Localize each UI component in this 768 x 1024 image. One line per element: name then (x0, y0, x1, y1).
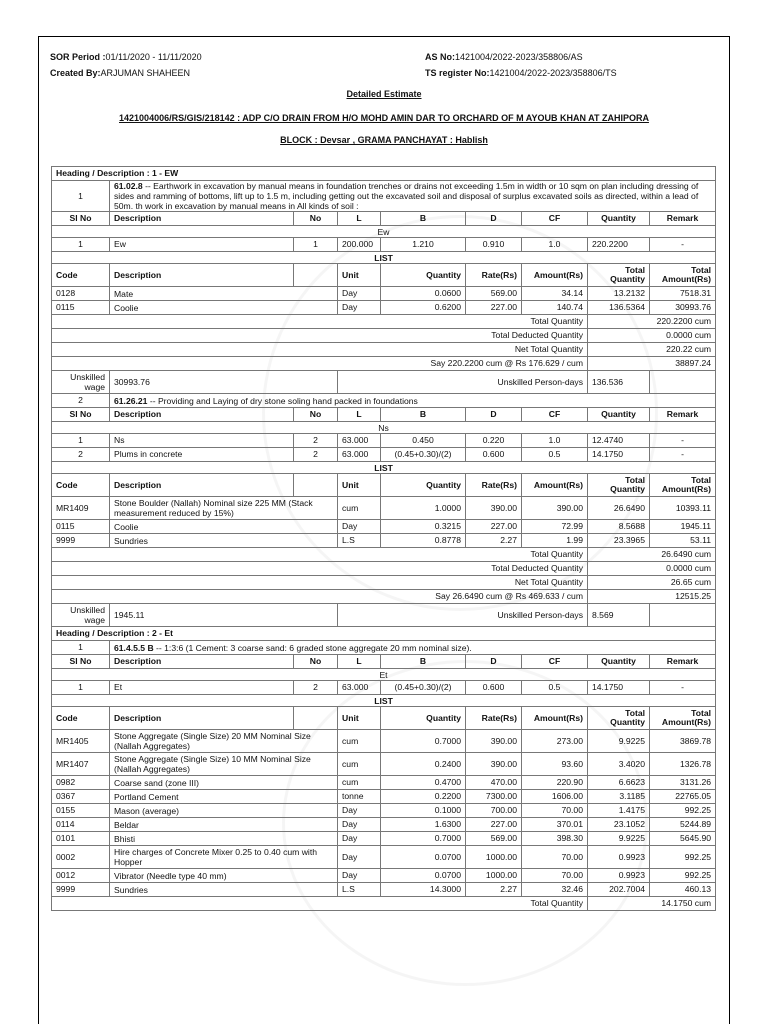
total-quantity-label: Total Quantity (52, 315, 588, 329)
col-quantity: Quantity (588, 655, 650, 669)
unskilled-wage-value: 30993.76 (110, 371, 338, 394)
resource-row (52, 534, 716, 548)
total-amount: 992.25 (650, 869, 716, 883)
rate: 7300.00 (466, 790, 522, 804)
total-quantity: 0.9923 (588, 846, 650, 869)
amount: 370.01 (522, 818, 588, 832)
resource-row (52, 846, 716, 869)
description: Ns (110, 434, 294, 448)
unit: Day (338, 818, 381, 832)
amount: 140.74 (522, 301, 588, 315)
item-number: 2 (52, 394, 110, 408)
col-unit: Unit (338, 264, 381, 287)
ts-register-number: TS register No:1421004/2022-2023/358806/TS (425, 68, 617, 78)
amount: 273.00 (522, 730, 588, 753)
total-amount: 992.25 (650, 804, 716, 818)
net-total-value: 220.22 cum (588, 343, 716, 357)
depth: 0.600 (466, 448, 522, 462)
no: 2 (294, 434, 338, 448)
col-description: Description (110, 655, 294, 669)
empty-cell (650, 604, 716, 627)
unit: Day (338, 804, 381, 818)
amount: 93.60 (522, 753, 588, 776)
resource-description: Mason (average) (110, 804, 338, 818)
estimate-page (38, 36, 730, 1024)
breadth: (0.45+0.30)/(2) (381, 681, 466, 695)
col-no: No (294, 408, 338, 422)
unit: Day (338, 520, 381, 534)
resource-row (52, 869, 716, 883)
total-amount: 3131.26 (650, 776, 716, 790)
col-quantity: Quantity (381, 707, 466, 730)
item-specification (110, 394, 716, 408)
cf: 0.5 (522, 681, 588, 695)
rate: 227.00 (466, 818, 522, 832)
col-amount: Amount(Rs) (522, 707, 588, 730)
quantity: 0.0600 (381, 287, 466, 301)
unit: L.S (338, 883, 381, 897)
quantity: 12.4740 (588, 434, 650, 448)
col-remark: Remark (650, 408, 716, 422)
total-quantity: 23.1052 (588, 818, 650, 832)
resource-code: 0115 (52, 301, 110, 315)
resource-description: Coolie (110, 301, 338, 315)
empty-cell (294, 474, 338, 497)
unskilled-wage-label: Unskilled wage (52, 604, 110, 627)
resource-description: Coolie (110, 520, 338, 534)
rate: 227.00 (466, 301, 522, 315)
cf: 0.5 (522, 448, 588, 462)
quantity: 0.2200 (381, 790, 466, 804)
total-amount: 10393.11 (650, 497, 716, 520)
col-total-quantity: Total Quantity (588, 264, 650, 287)
quantity: 0.2400 (381, 753, 466, 776)
depth: 0.910 (466, 238, 522, 252)
resource-row (52, 818, 716, 832)
item-description: -- Earthwork in excavation by manual means in foundation trenches or drains not exceeding 1.5m in width or 10 sqm on plan including dressing of sides and ramming of bottoms, lift up to 1.5 m, including getting out the excavated soil and disposal of surplus excavated soils as directed, within a lead of 50m. th work in excavation by manual means in All kinds of soil : (114, 181, 699, 211)
total-quantity: 9.9225 (588, 832, 650, 846)
resource-code: 0367 (52, 790, 110, 804)
rate: 1000.00 (466, 846, 522, 869)
empty-cell (294, 707, 338, 730)
col-sl-no: Sl No (52, 212, 110, 226)
item-specification (110, 641, 716, 655)
total-quantity: 1.4175 (588, 804, 650, 818)
total-quantity: 202.7004 (588, 883, 650, 897)
rate-statement: Say 220.2200 cum @ Rs 176.629 / cum (52, 357, 588, 371)
resource-description: Sundries (110, 534, 338, 548)
rate-statement: Say 26.6490 cum @ Rs 469.633 / cum (52, 590, 588, 604)
rate: 2.27 (466, 883, 522, 897)
quantity: 0.0700 (381, 869, 466, 883)
col-unit: Unit (338, 707, 381, 730)
col-d: D (466, 655, 522, 669)
amount: 1.99 (522, 534, 588, 548)
resource-description: Portland Cement (110, 790, 338, 804)
total-quantity: 8.5688 (588, 520, 650, 534)
unit: cum (338, 776, 381, 790)
col-remark: Remark (650, 655, 716, 669)
description: Et (110, 681, 294, 695)
cf: 1.0 (522, 434, 588, 448)
length: 200.000 (338, 238, 381, 252)
resource-code: 0982 (52, 776, 110, 790)
amount: 32.46 (522, 883, 588, 897)
total-amount: 5645.90 (650, 832, 716, 846)
total-deducted-value: 0.0000 cum (588, 329, 716, 343)
amount: 34.14 (522, 287, 588, 301)
amount: 398.30 (522, 832, 588, 846)
breadth: 1.210 (381, 238, 466, 252)
empty-cell (650, 371, 716, 394)
resource-row (52, 497, 716, 520)
rate: 390.00 (466, 497, 522, 520)
col-quantity: Quantity (381, 264, 466, 287)
quantity: 0.6200 (381, 301, 466, 315)
col-code: Code (52, 474, 110, 497)
total-quantity: 3.1185 (588, 790, 650, 804)
rate: 700.00 (466, 804, 522, 818)
unit: tonne (338, 790, 381, 804)
length: 63.000 (338, 681, 381, 695)
cf: 1.0 (522, 238, 588, 252)
col-total-amount: Total Amount(Rs) (650, 474, 716, 497)
resource-row (52, 730, 716, 753)
total-amount: 53.11 (650, 534, 716, 548)
resource-description: Bhisti (110, 832, 338, 846)
measurement-group: Et (52, 669, 716, 681)
unskilled-days-value: 136.536 (588, 371, 650, 394)
list-label: LIST (52, 252, 716, 264)
remark: - (650, 434, 716, 448)
total-quantity-value: 220.2200 cum (588, 315, 716, 329)
resource-row (52, 301, 716, 315)
remark: - (650, 448, 716, 462)
total-quantity: 26.6490 (588, 497, 650, 520)
measurement-group: Ns (52, 422, 716, 434)
unskilled-days-value: 8.569 (588, 604, 650, 627)
rate: 227.00 (466, 520, 522, 534)
resource-description: Stone Aggregate (Single Size) 10 MM Nominal Size (Nallah Aggregates) (110, 753, 338, 776)
total-amount: 992.25 (650, 846, 716, 869)
col-description: Description (110, 474, 294, 497)
remark: - (650, 681, 716, 695)
work-title: 1421004006/RS/GIS/218142 : ADP C/O DRAIN FROM H/O MOHD AMIN DAR TO ORCHARD OF M AYOUB KHAN AT ZAHIPORA (119, 113, 649, 123)
unskilled-days-label: Unskilled Person-days (338, 604, 588, 627)
total-quantity: 9.9225 (588, 730, 650, 753)
resource-description: Vibrator (Needle type 40 mm) (110, 869, 338, 883)
col-rate: Rate(Rs) (466, 474, 522, 497)
quantity: 0.4700 (381, 776, 466, 790)
item-code: 61.26.21 (114, 395, 148, 406)
no: 2 (294, 681, 338, 695)
list-label: LIST (52, 462, 716, 474)
rate: 569.00 (466, 832, 522, 846)
col-d: D (466, 408, 522, 422)
resource-row (52, 804, 716, 818)
description: Ew (110, 238, 294, 252)
unit: Day (338, 846, 381, 869)
resource-code: MR1405 (52, 730, 110, 753)
resource-row (52, 883, 716, 897)
resource-code: 0012 (52, 869, 110, 883)
net-total-label: Net Total Quantity (52, 343, 588, 357)
resource-description: Beldar (110, 818, 338, 832)
col-amount: Amount(Rs) (522, 474, 588, 497)
quantity: 0.3215 (381, 520, 466, 534)
rate-amount: 38897.24 (588, 357, 716, 371)
resource-code: MR1407 (52, 753, 110, 776)
unit: cum (338, 730, 381, 753)
resource-code: 0155 (52, 804, 110, 818)
quantity: 0.7000 (381, 730, 466, 753)
col-b: B (381, 212, 466, 226)
rate: 390.00 (466, 730, 522, 753)
unskilled-wage-value: 1945.11 (110, 604, 338, 627)
col-quantity: Quantity (588, 408, 650, 422)
unit: Day (338, 832, 381, 846)
total-amount: 7518.31 (650, 287, 716, 301)
resource-row (52, 776, 716, 790)
total-quantity: 0.9923 (588, 869, 650, 883)
col-rate: Rate(Rs) (466, 264, 522, 287)
total-amount: 3869.78 (650, 730, 716, 753)
total-amount: 460.13 (650, 883, 716, 897)
col-no: No (294, 655, 338, 669)
col-total-amount: Total Amount(Rs) (650, 707, 716, 730)
col-no: No (294, 212, 338, 226)
item-code: 61.4.5.5 B (114, 642, 154, 653)
unskilled-days-label: Unskilled Person-days (338, 371, 588, 394)
resource-row (52, 790, 716, 804)
remark: - (650, 238, 716, 252)
amount: 1606.00 (522, 790, 588, 804)
total-deducted-label: Total Deducted Quantity (52, 329, 588, 343)
unit: Day (338, 869, 381, 883)
quantity: 14.1750 (588, 681, 650, 695)
unit: Day (338, 287, 381, 301)
amount: 70.00 (522, 846, 588, 869)
resource-code: 0002 (52, 846, 110, 869)
resource-row (52, 520, 716, 534)
quantity: 220.2200 (588, 238, 650, 252)
measurement-row (52, 238, 716, 252)
quantity: 0.0700 (381, 846, 466, 869)
col-remark: Remark (650, 212, 716, 226)
item-specification (110, 181, 716, 212)
amount: 220.90 (522, 776, 588, 790)
total-amount: 1326.78 (650, 753, 716, 776)
resource-row (52, 287, 716, 301)
sl-no: 1 (52, 238, 110, 252)
resource-code: 9999 (52, 883, 110, 897)
resource-row (52, 753, 716, 776)
measurement-row (52, 448, 716, 462)
sl-no: 2 (52, 448, 110, 462)
no: 2 (294, 448, 338, 462)
total-quantity: 136.5364 (588, 301, 650, 315)
rate: 1000.00 (466, 869, 522, 883)
col-total-quantity: Total Quantity (588, 707, 650, 730)
list-label: LIST (52, 695, 716, 707)
total-quantity-label: Total Quantity (52, 548, 588, 562)
length: 63.000 (338, 434, 381, 448)
breadth: (0.45+0.30)/(2) (381, 448, 466, 462)
total-quantity: 23.3965 (588, 534, 650, 548)
depth: 0.600 (466, 681, 522, 695)
resource-description: Stone Aggregate (Single Size) 20 MM Nominal Size (Nallah Aggregates) (110, 730, 338, 753)
unit: Day (338, 301, 381, 315)
col-description: Description (110, 264, 294, 287)
col-cf: CF (522, 408, 588, 422)
item-description: -- Providing and Laying of dry stone soling hand packed in foundations (147, 395, 418, 406)
total-amount: 22765.05 (650, 790, 716, 804)
col-l: L (338, 655, 381, 669)
depth: 0.220 (466, 434, 522, 448)
total-quantity: 6.6623 (588, 776, 650, 790)
section-heading: Heading / Description : 1 - EW (52, 167, 716, 181)
amount: 72.99 (522, 520, 588, 534)
item-code: 61.02.8 (114, 181, 143, 191)
resource-code: 0115 (52, 520, 110, 534)
col-quantity: Quantity (381, 474, 466, 497)
resource-code: 9999 (52, 534, 110, 548)
net-total-label: Net Total Quantity (52, 576, 588, 590)
rate: 470.00 (466, 776, 522, 790)
resource-description: Stone Boulder (Nallah) Nominal size 225 MM (Stack measurement reduced by 15%) (110, 497, 338, 520)
amount: 390.00 (522, 497, 588, 520)
block-info: BLOCK : Devsar , GRAMA PANCHAYAT : Hablish (280, 135, 488, 145)
resource-code: 0114 (52, 818, 110, 832)
as-number: AS No:1421004/2022-2023/358806/AS (425, 52, 583, 62)
resource-description: Sundries (110, 883, 338, 897)
col-total-quantity: Total Quantity (588, 474, 650, 497)
resource-description: Mate (110, 287, 338, 301)
sor-period: SOR Period :01/11/2020 - 11/11/2020 (50, 52, 202, 62)
col-unit: Unit (338, 474, 381, 497)
col-b: B (381, 408, 466, 422)
col-code: Code (52, 707, 110, 730)
col-rate: Rate(Rs) (466, 707, 522, 730)
resource-code: 0101 (52, 832, 110, 846)
total-quantity-value: 26.6490 cum (588, 548, 716, 562)
page-title: Detailed Estimate (346, 89, 422, 99)
total-quantity-value: 14.1750 cum (588, 897, 716, 911)
col-description: Description (110, 707, 294, 730)
resource-code: MR1409 (52, 497, 110, 520)
length: 63.000 (338, 448, 381, 462)
col-sl-no: Sl No (52, 655, 110, 669)
quantity: 14.3000 (381, 883, 466, 897)
col-quantity: Quantity (588, 212, 650, 226)
col-cf: CF (522, 212, 588, 226)
total-deducted-label: Total Deducted Quantity (52, 562, 588, 576)
quantity: 14.1750 (588, 448, 650, 462)
total-quantity-label: Total Quantity (52, 897, 588, 911)
estimate-table (51, 166, 716, 911)
rate: 569.00 (466, 287, 522, 301)
rate-amount: 12515.25 (588, 590, 716, 604)
col-total-amount: Total Amount(Rs) (650, 264, 716, 287)
unit: cum (338, 753, 381, 776)
quantity: 1.6300 (381, 818, 466, 832)
resource-row (52, 832, 716, 846)
total-amount: 30993.76 (650, 301, 716, 315)
resource-description: Coarse sand (zone III) (110, 776, 338, 790)
quantity: 0.7000 (381, 832, 466, 846)
sl-no: 1 (52, 681, 110, 695)
item-description: -- 1:3:6 (1 Cement: 3 coarse sand: 6 graded stone aggregate 20 mm nominal size). (153, 642, 472, 653)
measurement-group: Ew (52, 226, 716, 238)
total-quantity: 13.2132 (588, 287, 650, 301)
amount: 70.00 (522, 869, 588, 883)
total-deducted-value: 0.0000 cum (588, 562, 716, 576)
total-amount: 1945.11 (650, 520, 716, 534)
quantity: 0.1000 (381, 804, 466, 818)
col-code: Code (52, 264, 110, 287)
quantity: 1.0000 (381, 497, 466, 520)
col-amount: Amount(Rs) (522, 264, 588, 287)
empty-cell (294, 264, 338, 287)
total-amount: 5244.89 (650, 818, 716, 832)
net-total-value: 26.65 cum (588, 576, 716, 590)
col-sl-no: Sl No (52, 408, 110, 422)
col-description: Description (110, 212, 294, 226)
created-by: Created By:ARJUMAN SHAHEEN (50, 68, 191, 78)
amount: 70.00 (522, 804, 588, 818)
sl-no: 1 (52, 434, 110, 448)
col-b: B (381, 655, 466, 669)
measurement-row (52, 434, 716, 448)
unit: L.S (338, 534, 381, 548)
unit: cum (338, 497, 381, 520)
col-l: L (338, 408, 381, 422)
col-d: D (466, 212, 522, 226)
item-number: 1 (52, 181, 110, 212)
resource-description: Hire charges of Concrete Mixer 0.25 to 0.40 cum with Hopper (110, 846, 338, 869)
resource-code: 0128 (52, 287, 110, 301)
no: 1 (294, 238, 338, 252)
rate: 2.27 (466, 534, 522, 548)
col-description: Description (110, 408, 294, 422)
col-cf: CF (522, 655, 588, 669)
rate: 390.00 (466, 753, 522, 776)
unskilled-wage-label: Unskilled wage (52, 371, 110, 394)
breadth: 0.450 (381, 434, 466, 448)
quantity: 0.8778 (381, 534, 466, 548)
section-heading: Heading / Description : 2 - Et (52, 627, 716, 641)
col-l: L (338, 212, 381, 226)
item-number: 1 (52, 641, 110, 655)
total-quantity: 3.4020 (588, 753, 650, 776)
description: Plums in concrete (110, 448, 294, 462)
measurement-row (52, 681, 716, 695)
